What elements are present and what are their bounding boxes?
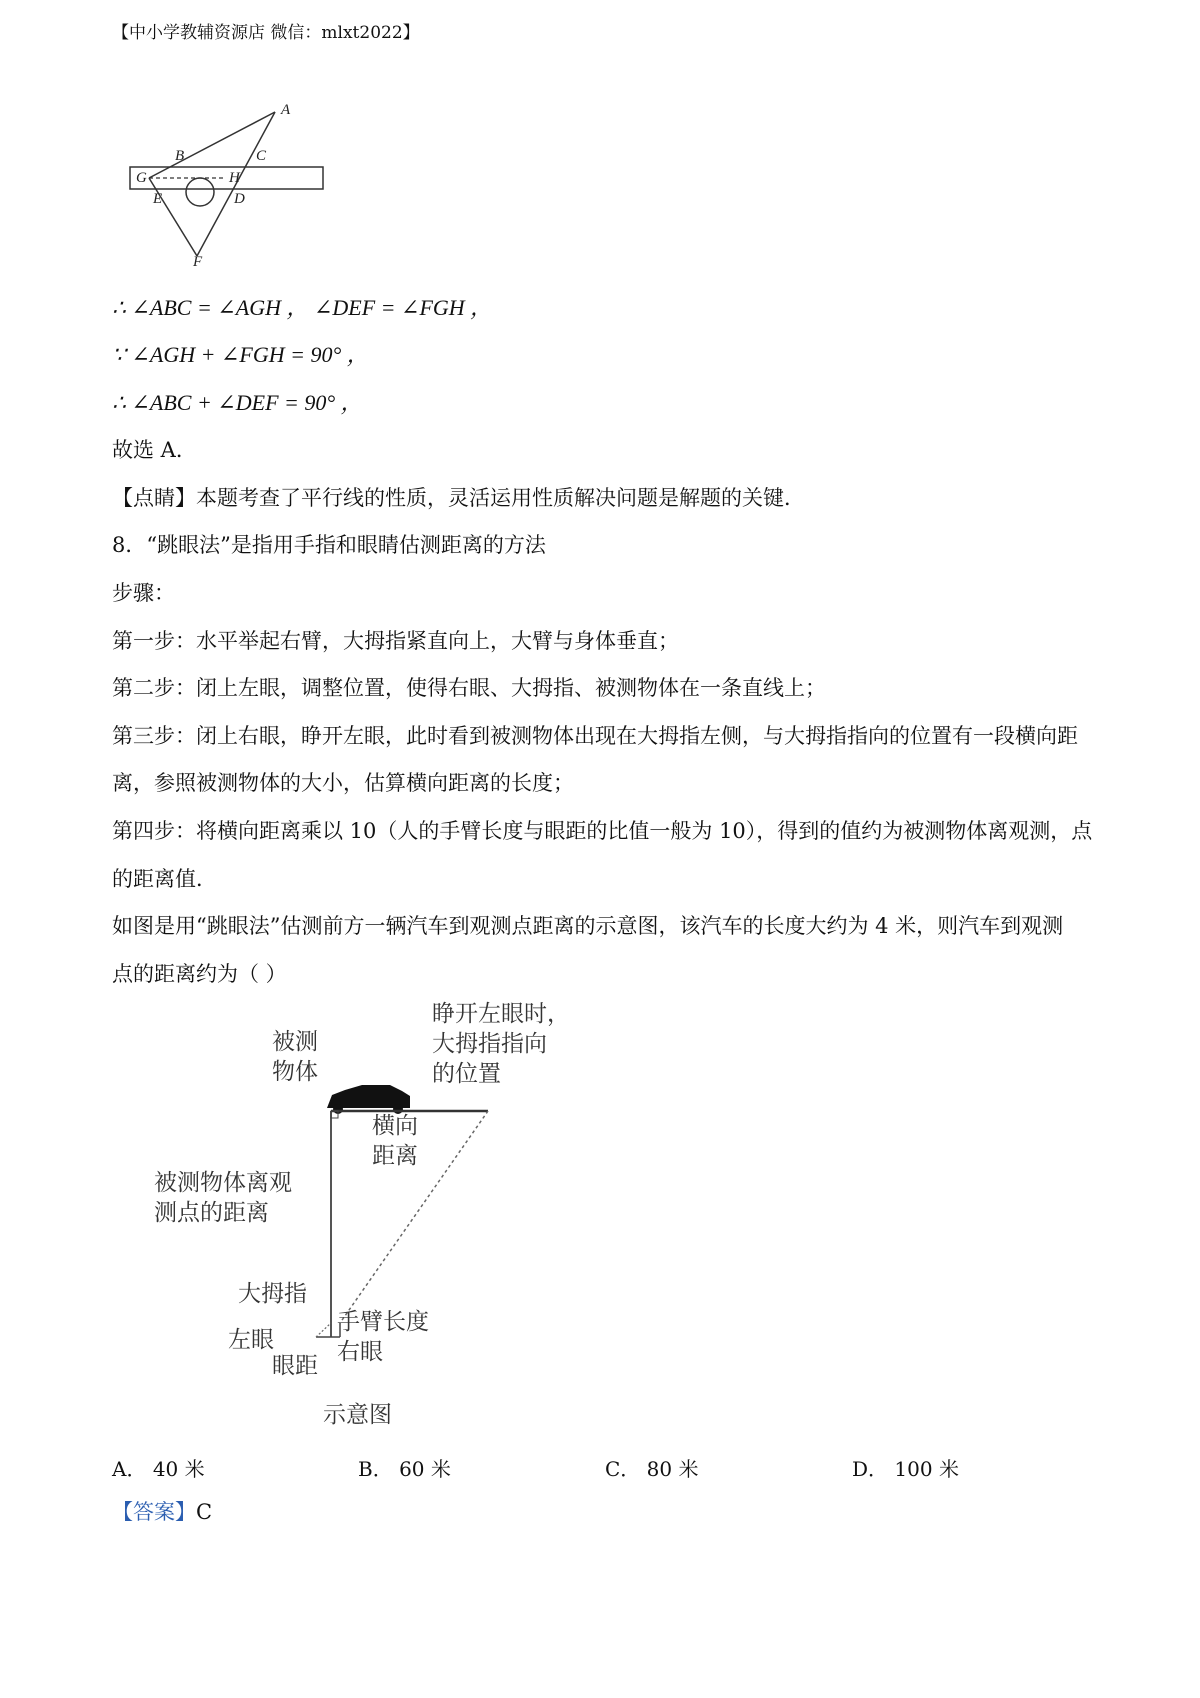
option-d: D． 100 米 xyxy=(852,1457,959,1481)
label-c: C xyxy=(256,148,267,164)
label-thumb-direction: 睁开左眼时， 大拇指指向 的位置 xyxy=(432,1001,570,1087)
comment-line xyxy=(112,483,805,513)
option-b: B． 60 米 xyxy=(358,1457,451,1481)
label-eye-distance: 眼距 xyxy=(272,1353,318,1379)
label-a: A xyxy=(281,102,291,118)
jump-eye-diagram xyxy=(140,1001,610,1435)
step-4-line-1: 第四步：将横向距离乘以 10（人的手臂长度与眼距的比值一般为 10），得到的值约为被测物体离观测，点 xyxy=(112,819,1093,843)
steps-heading: 步骤： xyxy=(112,581,175,605)
comment-tag: 【点睛】 xyxy=(112,486,196,510)
proof-line-3: ∴ ∠ABC + ∠DEF = 90° ， xyxy=(112,390,363,415)
answer-tag: 【答案】 xyxy=(112,1500,196,1524)
label-right-eye: 右眼 xyxy=(337,1339,383,1365)
header-watermark: 【中小学教辅资源店 微信：mlxt2022】 xyxy=(112,23,420,43)
proof-line-2: ∵ ∠AGH + ∠FGH = 90° ， xyxy=(112,342,369,367)
label-arm-length: 手臂长度 xyxy=(337,1309,429,1335)
label-h: H xyxy=(229,170,240,186)
diagram-caption: 示意图 xyxy=(323,1402,392,1428)
proof-line-1: ∴ ∠ABC = ∠AGH ， ∠DEF = ∠FGH ， xyxy=(112,295,493,320)
step-2: 第二步：闭上左眼，调整位置，使得右眼、大拇指、被测物体在一条直线上； xyxy=(112,676,826,700)
label-object-to-observer: 被测物体离观 测点的距离 xyxy=(154,1170,292,1226)
step-4-line-2: 的距离值． xyxy=(112,867,217,891)
label-b: B xyxy=(175,148,185,164)
label-e: E xyxy=(153,191,163,207)
choice-line: 故选 A． xyxy=(112,438,197,462)
label-thumb: 大拇指 xyxy=(238,1281,307,1307)
label-g: G xyxy=(136,170,147,186)
answer-value: C xyxy=(196,1500,213,1524)
comment-text: 本题考查了平行线的性质，灵活运用性质解决问题是解题的关键． xyxy=(196,486,805,510)
answer-line xyxy=(112,1497,212,1527)
label-f: F xyxy=(193,254,203,270)
option-c: C． 80 米 xyxy=(605,1457,699,1481)
label-horizontal-distance: 横向 距离 xyxy=(372,1113,418,1169)
question-title: 8．“跳眼法”是指用手指和眼睛估测距离的方法 xyxy=(112,533,546,557)
geometry-figure xyxy=(125,98,335,273)
label-d: D xyxy=(234,191,245,207)
label-measured-object: 被测 物体 xyxy=(272,1029,318,1085)
step-1: 第一步：水平举起右臂，大拇指紧直向上，大臂与身体垂直； xyxy=(112,629,679,653)
step-3-line-1: 第三步：闭上右眼，睁开左眼，此时看到被测物体出现在大拇指左侧，与大拇指指向的位置有一段横向距 xyxy=(112,724,1078,748)
prompt-line-1: 如图是用“跳眼法”估测前方一辆汽车到观测点距离的示意图，该汽车的长度大约为 4 米，则汽车到观测 xyxy=(112,914,1064,938)
label-left-eye: 左眼 xyxy=(228,1327,274,1353)
prompt-line-2: 点的距离约为（ ） xyxy=(112,962,287,986)
option-a: A． 40 米 xyxy=(112,1457,205,1481)
step-3-line-2: 离，参照被测物体的大小，估算横向距离的长度； xyxy=(112,771,574,795)
